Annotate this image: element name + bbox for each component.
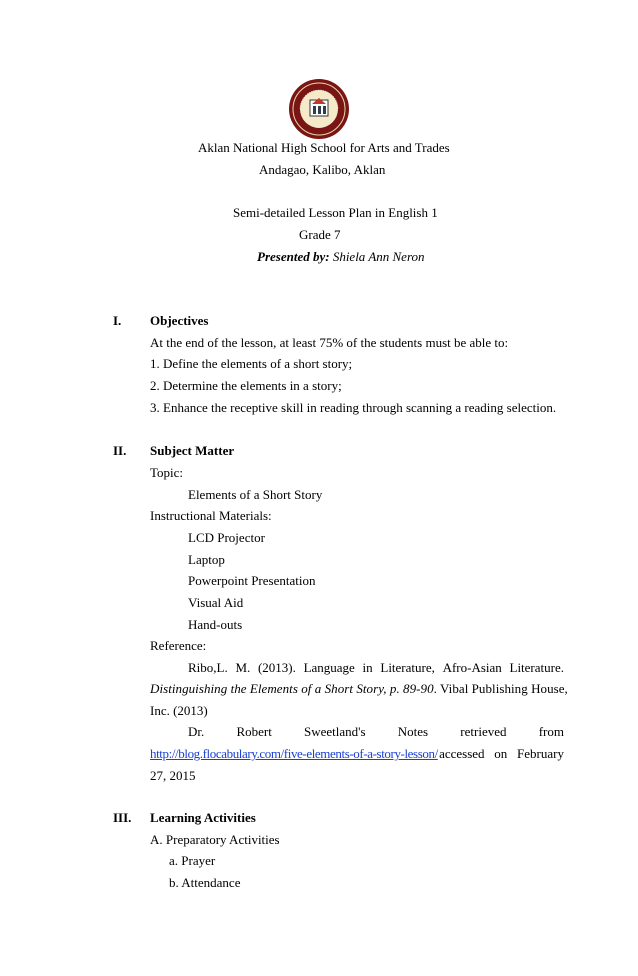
objective-item: 3. Enhance the receptive skill in reading through scanning a reading selection. <box>150 400 557 415</box>
reference-2-line-2: http://blog.flocabulary.com/five-elements-of-a-story-lesson/ accessed on February <box>150 746 564 761</box>
materials-label: Instructional Materials: <box>150 508 272 523</box>
section-title-subject-matter: Subject Matter <box>150 443 235 458</box>
material-item: LCD Projector <box>188 530 265 545</box>
activity-item: b. Attendance <box>169 875 241 890</box>
objectives-intro: At the end of the lesson, at least 75% of the students must be able to: <box>150 335 509 350</box>
school-name: Aklan National High School for Arts and Trades <box>198 140 450 155</box>
presented-by <box>257 249 425 265</box>
topic-label: Topic: <box>150 465 184 480</box>
material-item: Hand-outs <box>188 617 243 632</box>
section-numeral-2: II. <box>113 443 127 458</box>
material-item: Visual Aid <box>188 595 244 610</box>
presenter-name: Shiela Ann Neron <box>332 249 425 264</box>
objective-item: 2. Determine the elements in a story; <box>150 378 342 393</box>
reference-2-line-1: Dr. Robert Sweetland's Notes retrieved from <box>188 724 564 739</box>
section-title-objectives: Objectives <box>150 313 209 328</box>
section-numeral-3: III. <box>113 810 132 825</box>
activity-item: a. Prayer <box>169 853 216 868</box>
reference-1-line-3: Inc. (2013) <box>150 703 208 718</box>
school-address: Andagao, Kalibo, Aklan <box>259 162 386 177</box>
presented-by-label: Presented by: <box>257 249 330 264</box>
section-numeral-1: I. <box>113 313 122 328</box>
preparatory-activities: A. Preparatory Activities <box>150 832 280 847</box>
school-seal-icon <box>288 78 350 140</box>
reference-link[interactable]: http://blog.flocabulary.com/five-elements-of-a-story-lesson/ <box>150 746 438 761</box>
plan-title: Semi-detailed Lesson Plan in English 1 <box>233 205 438 220</box>
objective-item: 1. Define the elements of a short story; <box>150 356 353 371</box>
reference-1-title: Distinguishing the Elements of a Short Story, p. 89-90 <box>150 681 434 696</box>
material-item: Powerpoint Presentation <box>188 573 316 588</box>
reference-label: Reference: <box>150 638 207 653</box>
grade-level: Grade 7 <box>299 227 341 242</box>
topic-value: Elements of a Short Story <box>188 487 323 502</box>
section-title-learning-activities: Learning Activities <box>150 810 256 825</box>
reference-1-line-2: Distinguishing the Elements of a Short Story, p. 89-90. Vibal Publishing House, <box>150 681 568 696</box>
reference-1-line-1: Ribo,L. M. (2013). Language in Literature, Afro-Asian Literature. <box>188 660 564 675</box>
reference-2-line-3: 27, 2015 <box>150 768 196 783</box>
material-item: Laptop <box>188 552 225 567</box>
